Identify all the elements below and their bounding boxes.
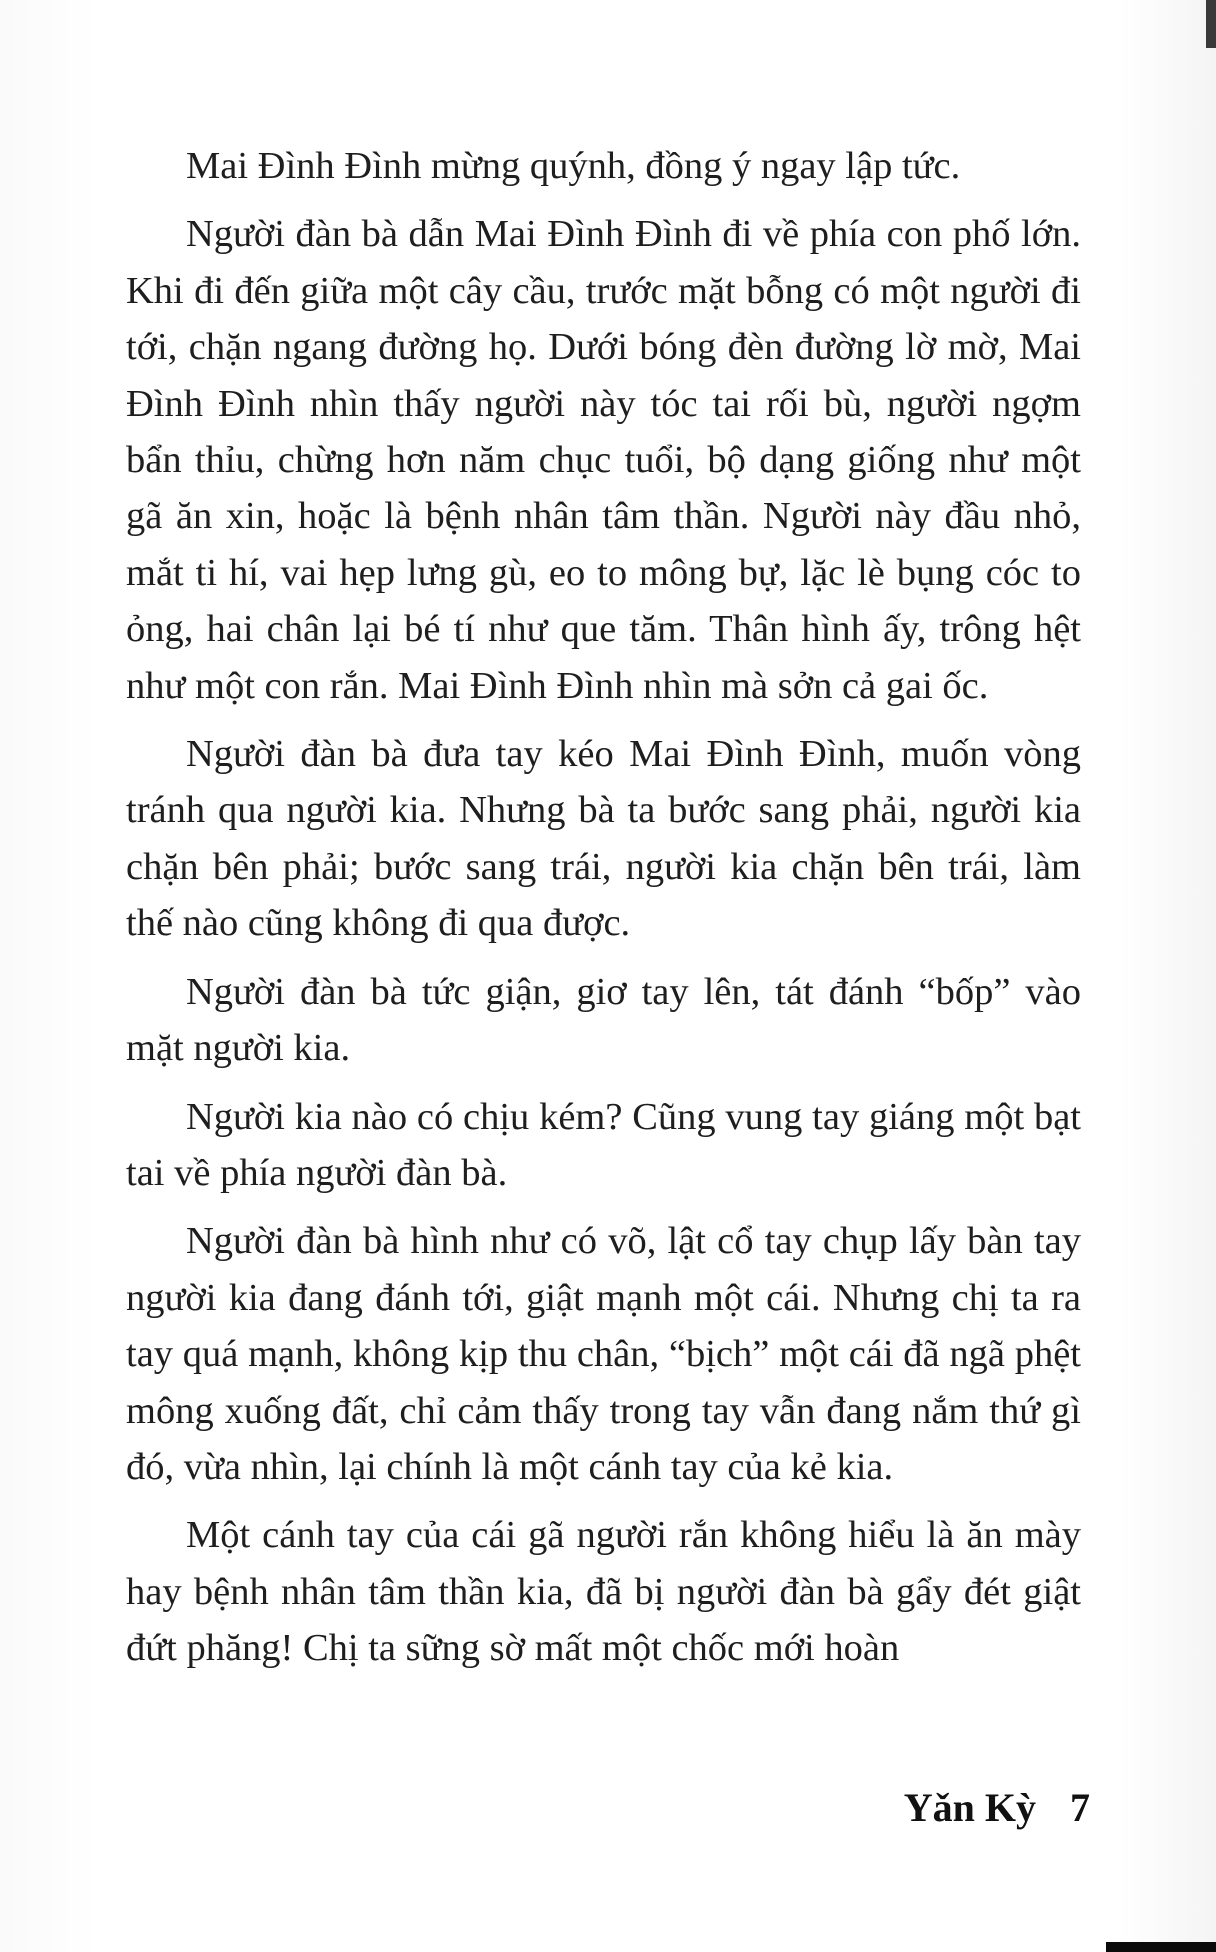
paragraph: Mai Đình Đình mừng quýnh, đồng ý ngay lập tức. <box>186 145 961 187</box>
running-footer <box>860 1784 1090 1844</box>
paragraph: Người đàn bà dẫn Mai Đình Đình đi về phía con phố lớn. Khi đi đến giữa một cây cầu, trước mặt bỗng có một người đi tới, chặn ngang đường họ. Dưới bóng đèn đường lờ mờ, Mai Đình Đình nhìn thấy người này tóc tai rối bù, người ngợm bẩn thỉu, chừng hơn năm chục tuổi, bộ dạng giống như một gã ăn xin, hoặc là bệnh nhân tâm thần. Người này đầu nhỏ, mắt ti hí, vai hẹp lưng gù, eo to mông bự, lặc lè bụng cóc to ỏng, hai chân lại bé tí như que tăm. Thân hình ấy, trông hệt như một con rắn. Mai Đình Đình nhìn mà sởn cả gai ốc. <box>126 213 1081 707</box>
paragraph: Một cánh tay của cái gã người rắn không hiểu là ăn mày hay bệnh nhân tâm thần kia, đã bị người đàn bà gẩy đét giật đứt phăng! Chị ta sững sờ mất một chốc mới hoàn <box>126 1514 1081 1670</box>
page-body-text <box>126 138 1081 1689</box>
page-number: 7 <box>1070 1785 1090 1830</box>
paragraph: Người đàn bà hình như có võ, lật cổ tay chụp lấy bàn tay người kia đang đánh tới, giật mạnh một cái. Nhưng chị ta ra tay quá mạnh, không kịp thu chân, “bịch” một cái đã ngã phệt mông xuống đất, chỉ cảm thấy trong tay vẫn đang nắm thứ gì đó, vừa nhìn, lại chính là một cánh tay của kẻ kia. <box>126 1220 1081 1488</box>
paragraph: Người kia nào có chịu kém? Cũng vung tay giáng một bạt tai về phía người đàn bà. <box>126 1095 1081 1194</box>
paragraph: Người đàn bà tức giận, giơ tay lên, tát đánh “bốp” vào mặt người kia. <box>126 970 1081 1070</box>
page-edge-shadow <box>1206 0 1216 48</box>
scan-corner-shadow <box>1106 1942 1216 1952</box>
paragraph: Người đàn bà đưa tay kéo Mai Đình Đình, muốn vòng tránh qua người kia. Nhưng bà ta bước sang phải, người kia chặn bên phải; bước sang trái, người kia chặn bên trái, làm thế nào cũng không đi qua được. <box>126 733 1081 945</box>
book-title: Yǎn Kỳ <box>903 1785 1036 1830</box>
